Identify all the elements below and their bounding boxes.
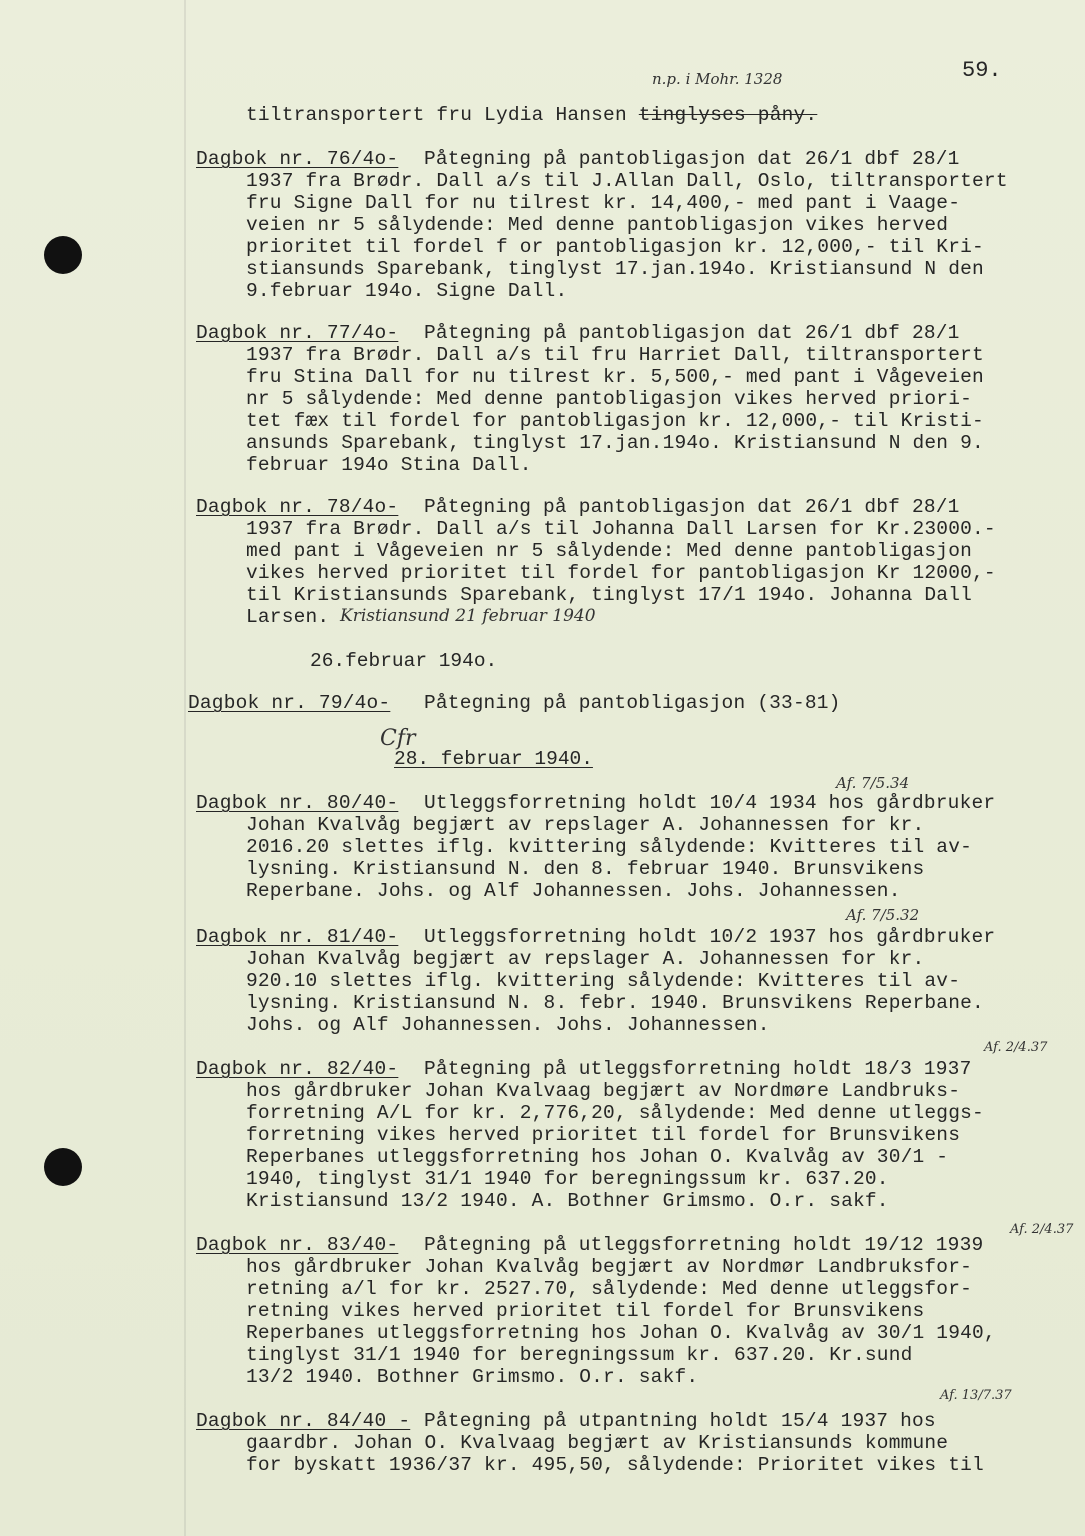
entry-82-header: Dagbok nr. 82/40-	[196, 1058, 399, 1080]
entry-82-line-6: Kristiansund 13/2 1940. A. Bothner Grimsmo. O.r. sakf.	[246, 1190, 889, 1212]
entry-77-line-2: fru Stina Dall for nu tilrest kr. 5,500,- med pant i Vågeveien	[246, 366, 984, 388]
entry-83-line-6: 13/2 1940. Bothner Grimsmo. O.r. sakf.	[246, 1366, 699, 1388]
entry-78-header: Dagbok nr. 78/4o-	[196, 496, 399, 518]
entry-78-line-3: vikes herved prioritet til fordel for pantobligasjon Kr 12000,-	[246, 562, 996, 584]
entry-83-line-0: Påtegning på utleggsforretning holdt 19/12 1939	[424, 1234, 984, 1256]
entry-77-line-5: ansunds Sparebank, tinglyst 17.jan.194o. Kristiansund N den 9.	[246, 432, 984, 454]
entry-78-line-1: 1937 fra Brødr. Dall a/s til Johanna Dall Larsen for Kr.23000.-	[246, 518, 996, 540]
entry-77-line-3: nr 5 sålydende: Med denne pantobligasjon vikes herved priori-	[246, 388, 973, 410]
entry-82-hand-note: Af. 2/4.37	[984, 1040, 1048, 1055]
entry-83-header: Dagbok nr. 83/40-	[196, 1234, 399, 1256]
top-line-strike: tinglyses påny.	[638, 104, 818, 126]
entry-80-line-4: Reperbane. Johs. og Alf Johannessen. Johs. Johannessen.	[246, 880, 901, 902]
entry-76-line-3: veien nr 5 sålydende: Med denne pantobligasjon vikes herved	[246, 214, 949, 236]
entry-77-line-1: 1937 fra Brødr. Dall a/s til fru Harriet Dall, tiltransportert	[246, 344, 984, 366]
top-hand-note: n.p. i Mohr. 1328	[652, 70, 783, 88]
top-line	[246, 104, 817, 126]
entry-82-line-4: Reperbanes utleggsforretning hos Johan O. Kvalvåg av 30/1 -	[246, 1146, 949, 1168]
entry-77-header: Dagbok nr. 77/4o-	[196, 322, 399, 344]
entry-83-line-5: tinglyst 31/1 1940 for beregningssum kr. 637.20. Kr.sund	[246, 1344, 913, 1366]
entry-80-line-2: 2016.20 slettes iflg. kvittering sålydende: Kvitteres til av-	[246, 836, 973, 858]
date-heading-28-feb: 28. februar 1940.	[394, 748, 593, 770]
entry-76-line-4: prioritet til fordel f or pantobligasjon kr. 12,000,- til Kri-	[246, 236, 984, 258]
entry-78-line-0: Påtegning på pantobligasjon dat 26/1 dbf 28/1	[424, 496, 960, 518]
date-28-hand-note: Cfr	[380, 726, 416, 751]
entry-82-line-5: 1940, tinglyst 31/1 1940 for beregningssum kr. 637.20.	[246, 1168, 889, 1190]
entry-80-hand-note: Af. 7/5.34	[836, 774, 910, 792]
entry-76-line-6: 9.februar 194o. Signe Dall.	[246, 280, 568, 302]
entry-80-line-0: Utleggsforretning holdt 10/4 1934 hos gårdbruker	[424, 792, 996, 814]
entry-79-header: Dagbok nr. 79/4o-	[188, 692, 391, 714]
entry-77-line-0: Påtegning på pantobligasjon dat 26/1 dbf 28/1	[424, 322, 960, 344]
entry-82-line-2: forretning A/L for kr. 2,776,20, sålydende: Med denne utleggs-	[246, 1102, 984, 1124]
entry-77-line-6: februar 194o Stina Dall.	[246, 454, 532, 476]
entry-76-header: Dagbok nr. 76/4o-	[196, 148, 399, 170]
margin-line	[184, 0, 186, 1536]
entry-82-line-0: Påtegning på utleggsforretning holdt 18/3 1937	[424, 1058, 972, 1080]
punch-hole-bottom	[44, 1148, 82, 1186]
entry-76-line-5: stiansunds Sparebank, tinglyst 17.jan.194o. Kristiansund N den	[246, 258, 984, 280]
entry-80-line-1: Johan Kvalvåg begjært av repslager A. Johannessen for kr.	[246, 814, 925, 836]
punch-hole-top	[44, 236, 82, 274]
entry-83-line-4: Reperbanes utleggsforretning hos Johan O. Kvalvåg av 30/1 1940,	[246, 1322, 996, 1344]
entry-84-header: Dagbok nr. 84/40 -	[196, 1410, 411, 1432]
entry-80-line-3: lysning. Kristiansund N. den 8. februar 1940. Brunsvikens	[246, 858, 925, 880]
entry-81-header: Dagbok nr. 81/40-	[196, 926, 399, 948]
entry-82-line-1: hos gårdbruker Johan Kvalvaag begjært av Nordmøre Landbruks-	[246, 1080, 961, 1102]
entry-83-line-1: hos gårdbruker Johan Kvalvåg begjært av Nordmør Landbruksfor-	[246, 1256, 973, 1278]
entry-81-line-2: 920.10 slettes iflg. kvittering sålydende: Kvitteres til av-	[246, 970, 961, 992]
entry-84-line-1: gaardbr. Johan O. Kvalvaag begjært av Kristiansunds kommune	[246, 1432, 949, 1454]
entry-78-line-4: til Kristiansunds Sparebank, tinglyst 17/1 194o. Johanna Dall	[246, 584, 973, 606]
entry-83-hand-note: Af. 2/4.37	[1010, 1222, 1074, 1237]
entry-78-hand-note: Kristiansund 21 februar 1940	[340, 606, 596, 626]
entry-76-line-0: Påtegning på pantobligasjon dat 26/1 dbf 28/1	[424, 148, 960, 170]
entry-76-line-1: 1937 fra Brødr. Dall a/s til J.Allan Dall, Oslo, tiltransportert	[246, 170, 1008, 192]
entry-78-line-2: med pant i Vågeveien nr 5 sålydende: Med denne pantobligasjon	[246, 540, 973, 562]
entry-83-line-3: retning vikes herved prioritet til fordel for Brunsvikens	[246, 1300, 925, 1322]
entry-83-line-2: retning a/l for kr. 2527.70, sålydende: Med denne utleggsfor-	[246, 1278, 973, 1300]
entry-81-line-0: Utleggsforretning holdt 10/2 1937 hos gårdbruker	[424, 926, 996, 948]
entry-84-line-0: Påtegning på utpantning holdt 15/4 1937 hos	[424, 1410, 936, 1432]
entry-79-line: Påtegning på pantobligasjon (33-81)	[424, 692, 841, 714]
entry-81-line-1: Johan Kvalvåg begjært av repslager A. Johannessen for kr.	[246, 948, 925, 970]
entry-80-header: Dagbok nr. 80/40-	[196, 792, 399, 814]
entry-81-hand-note: Af. 7/5.32	[846, 906, 920, 924]
entry-81-line-4: Johs. og Alf Johannessen. Johs. Johannessen.	[246, 1014, 770, 1036]
top-line-text: tiltransportert fru Lydia Hansen	[246, 104, 627, 126]
entry-82-line-3: forretning vikes herved prioritet til fordel for Brunsvikens	[246, 1124, 961, 1146]
entry-84-hand-note: Af. 13/7.37	[940, 1388, 1012, 1403]
date-heading-26-feb: 26.februar 194o.	[310, 650, 498, 672]
entry-81-line-3: lysning. Kristiansund N. 8. febr. 1940. Brunsvikens Reperbane.	[246, 992, 984, 1014]
entry-77-line-4: tet fæx til fordel for pantobligasjon kr. 12,000,- til Kristi-	[246, 410, 984, 432]
page-number: 59.	[962, 58, 1002, 83]
entry-76-line-2: fru Signe Dall for nu tilrest kr. 14,400,- med pant i Vaage-	[246, 192, 961, 214]
entry-84-line-2: for byskatt 1936/37 kr. 495,50, sålydende: Prioritet vikes til	[246, 1454, 984, 1476]
entry-78-line-5: Larsen.	[246, 606, 330, 628]
